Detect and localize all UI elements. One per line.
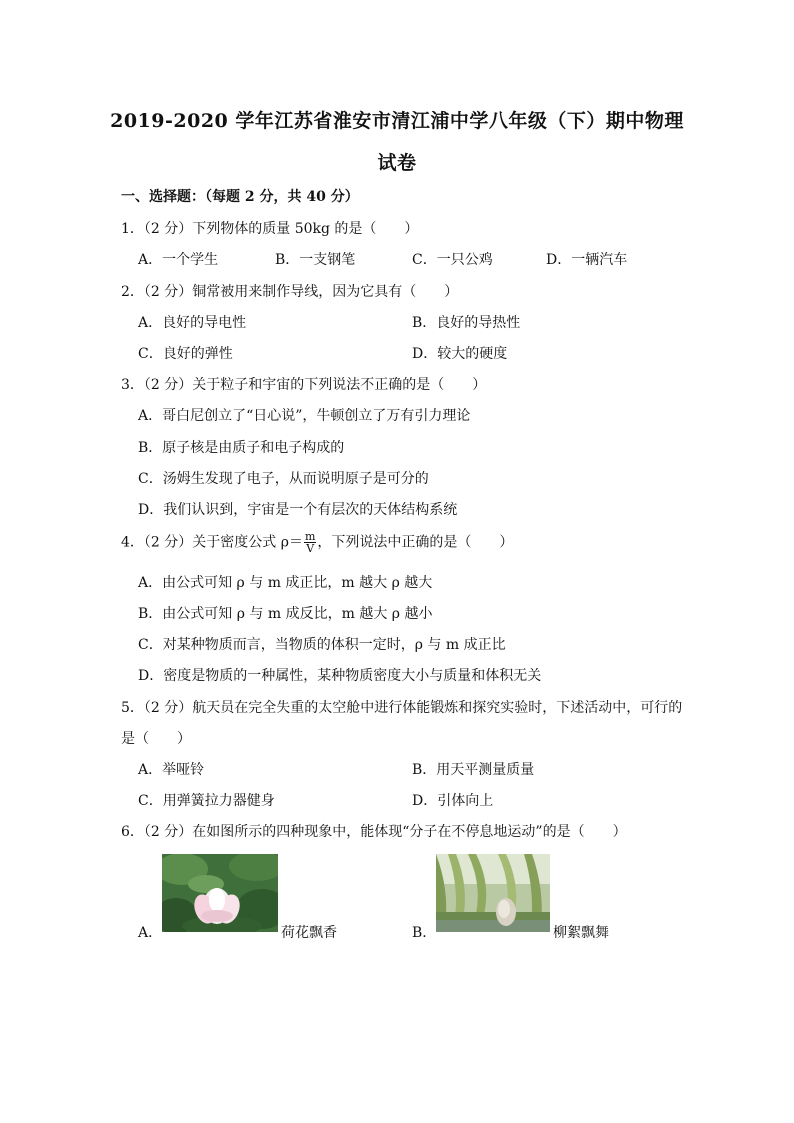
page-title: 2019-2020 学年江苏省淮安市清江浦中学八年级（下）期中物理	[110, 110, 684, 132]
question-1-option-d: D．一辆汽车	[546, 252, 628, 268]
page-title-continued: 试卷	[377, 152, 417, 174]
question-6-option-b-label: B．	[412, 925, 437, 941]
question-3-stem: 3．（2 分）关于粒子和宇宙的下列说法不正确的是（ ）	[121, 377, 487, 393]
question-5-stem-continued: 是（ ）	[121, 731, 191, 747]
question-4-option-b: B．由公式可知 ρ 与 m 成反比，m 越大 ρ 越小	[138, 606, 433, 622]
question-2-option-d: D．较大的硬度	[412, 346, 508, 362]
question-6-option-a-label: A．	[138, 925, 163, 941]
question-1-stem: 1．（2 分）下列物体的质量 50kg 的是（ ）	[121, 221, 419, 237]
lotus-flower-image	[162, 854, 278, 932]
fraction-numerator: m	[304, 530, 316, 543]
question-3-option-b: B．原子核是由质子和电子构成的	[138, 440, 345, 456]
question-5-option-d: D．引体向上	[412, 793, 494, 809]
density-fraction	[304, 531, 316, 554]
question-5-stem: 5．（2 分）航天员在完全失重的太空舱中进行体能锻炼和探究实验时，下述活动中，可行的	[121, 700, 683, 716]
question-4-stem-start: 4．（2 分）关于密度公式 ρ＝	[121, 534, 303, 551]
question-4-option-d: D．密度是物质的一种属性，某种物质密度大小与质量和体积无关	[138, 668, 542, 684]
question-3-option-a: A．哥白尼创立了“日心说”，牛顿创立了万有引力理论	[138, 408, 471, 424]
question-5-option-c: C．用弹簧拉力器健身	[138, 793, 275, 809]
question-4-option-c: C．对某种物质而言，当物质的体积一定时，ρ 与 m 成正比	[138, 637, 506, 653]
question-2-stem: 2．（2 分）铜常被用来制作导线，因为它具有（ ）	[121, 284, 459, 300]
question-3-option-c: C．汤姆生发现了电子，从而说明原子是可分的	[138, 471, 429, 487]
question-2-option-b: B．良好的导热性	[412, 315, 521, 331]
question-5-option-a: A．举哑铃	[138, 762, 205, 778]
question-2-option-c: C．良好的弹性	[138, 346, 233, 362]
question-6-stem: 6．（2 分）在如图所示的四种现象中，能体现“分子在不停息地运动”的是（ ）	[121, 824, 627, 840]
question-5-option-b: B．用天平测量质量	[412, 762, 535, 778]
fraction-denominator: V	[306, 542, 315, 555]
question-2-option-a: A．良好的导电性	[138, 315, 247, 331]
question-1-option-c: C．一只公鸡	[412, 252, 493, 268]
question-4-option-a: A．由公式可知 ρ 与 m 成正比，m 越大 ρ 越大	[138, 575, 433, 591]
question-6-option-a-caption: 荷花飘香	[281, 925, 337, 941]
question-1-option-b: B．一支钢笔	[275, 252, 356, 268]
question-4-stem	[121, 531, 513, 554]
question-1-option-a: A．一个学生	[138, 252, 219, 268]
section-heading: 一、选择题：（每题 2 分，共 40 分）	[121, 189, 359, 205]
question-3-option-d: D．我们认识到，宇宙是一个有层次的天体结构系统	[138, 502, 458, 518]
question-6-option-b-caption: 柳絮飘舞	[553, 925, 609, 941]
question-4-stem-end: ，下列说法中正确的是（ ）	[317, 534, 514, 551]
willow-catkins-image	[436, 854, 550, 932]
